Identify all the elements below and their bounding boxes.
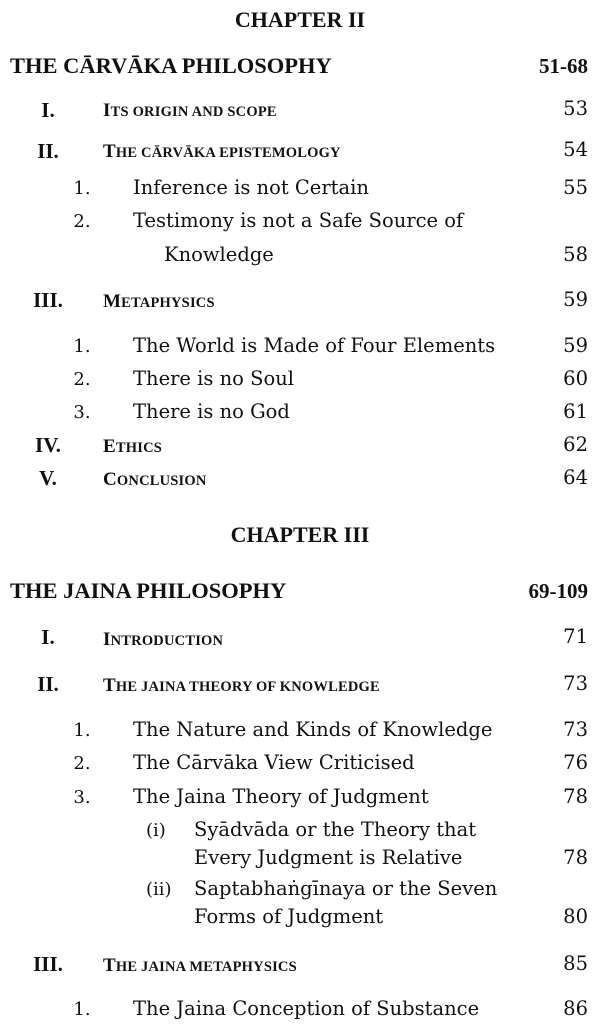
item-text: Testimony is not a Safe Source of [133,209,464,232]
page-number: 54 [563,138,588,161]
chapter-heading: CHAPTER III [230,522,370,547]
section-title: THE CĀRVĀKA EPISTEMOLOGY [103,141,341,162]
section-title: INTRODUCTION [103,629,224,650]
section-number: V. [39,466,57,490]
page-number: 53 [563,97,588,120]
item-number: 1. [73,999,91,1020]
section-number: I. [41,625,55,649]
page-number: 64 [563,466,588,489]
page-number: 73 [563,718,588,741]
item-number: 2. [73,753,91,774]
item-text: The Jaina Theory of Judgment [133,785,429,808]
item-number: 3. [73,402,91,423]
item-text: There is no God [133,400,290,423]
part-title: THE JAINA PHILOSOPHY [10,578,287,603]
page-number: 59 [563,288,588,311]
section-number: III. [33,288,63,312]
page-number: 55 [563,176,588,199]
section-title: METAPHYSICS [103,291,215,312]
chapter-heading: CHAPTER II [234,7,366,32]
page-number: 78 [563,785,588,808]
item-text: Inference is not Certain [133,176,369,199]
item-number: 2. [73,369,91,390]
section-number: IV. [35,433,61,457]
part-page-range: 51-68 [539,54,588,78]
section-title: ITS ORIGIN AND SCOPE [103,100,277,121]
item-number: 2. [73,211,91,232]
subitem-text-continued: Forms of Judgment [194,905,384,928]
item-text: There is no Soul [133,367,294,390]
item-number: 1. [73,336,91,357]
item-text: The Nature and Kinds of Knowledge [133,718,493,741]
page-number: 58 [563,243,588,266]
section-title: CONCLUSION [103,469,207,490]
page-number: 86 [563,997,588,1020]
section-number: III. [33,952,63,976]
part-page-range: 69-109 [528,579,588,603]
item-text-continued: Knowledge [164,243,274,266]
section-number: II. [37,139,59,163]
page-number: 78 [563,846,588,869]
item-number: 3. [73,787,91,808]
section-number: I. [41,98,55,122]
page-number: 59 [563,334,588,357]
section-number: II. [37,672,59,696]
subitem-number: (i) [146,820,166,841]
section-title: ETHICS [103,436,163,457]
subitem-text-continued: Every Judgment is Relative [194,846,463,869]
item-number: 1. [73,178,91,199]
page-number: 80 [563,905,588,928]
subitem-text: Syādvāda or the Theory that [194,818,477,841]
page-number: 62 [563,433,588,456]
subitem-text: Saptabhaṅgīnaya or the Seven [194,877,498,900]
subitem-number: (ii) [146,879,172,900]
page-number: 73 [563,672,588,695]
item-text: The Jaina Conception of Substance [133,997,480,1020]
part-title: THE CĀRVĀKA PHILOSOPHY [10,53,332,78]
page-number: 71 [563,625,588,648]
item-text: The World is Made of Four Elements [133,334,496,357]
page-number: 61 [563,400,588,423]
item-text: The Cārvāka View Criticised [133,751,415,774]
item-number: 1. [73,720,91,741]
page-number: 85 [563,952,588,975]
page-number: 76 [563,751,588,774]
section-title: THE JAINA THEORY OF KNOWLEDGE [103,675,380,696]
page-number: 60 [563,367,588,390]
section-title: THE JAINA METAPHYSICS [103,955,297,976]
